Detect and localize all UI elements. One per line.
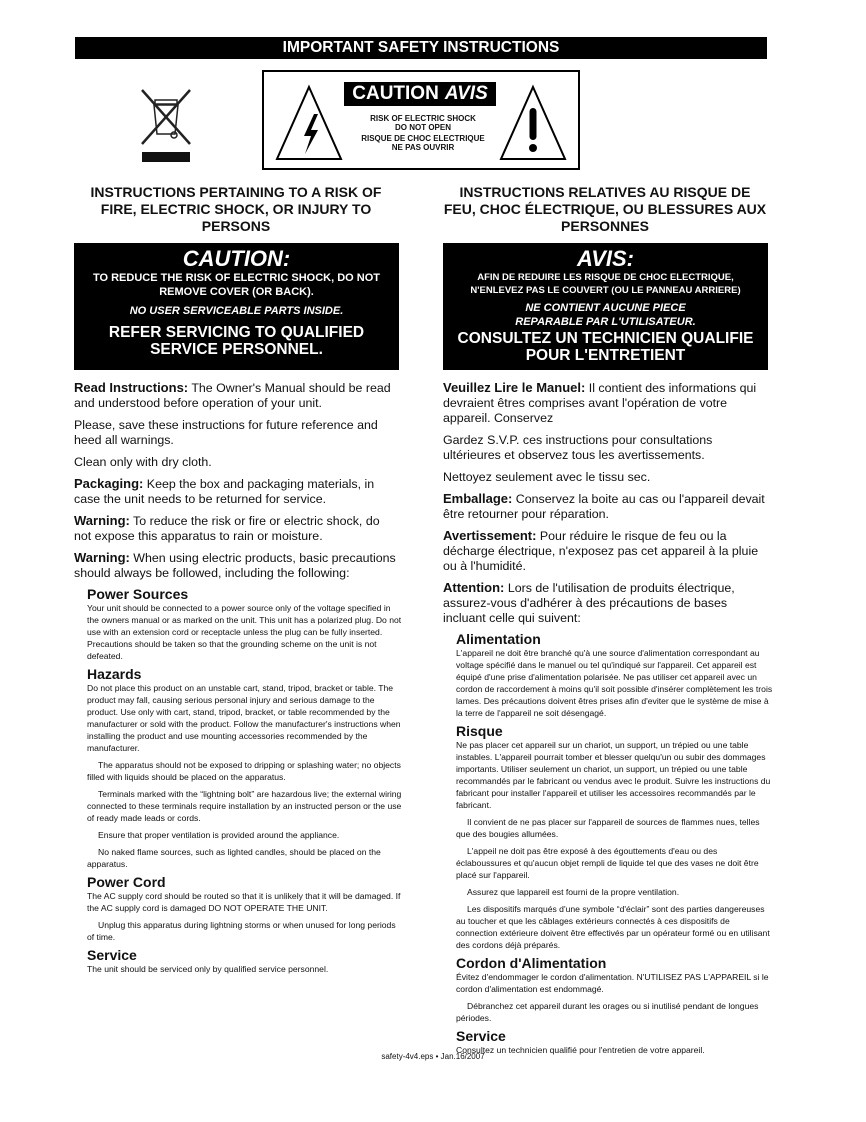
- section-paragraph: Ensure that proper ventilation is provided around the appliance.: [98, 830, 340, 840]
- body-paragraph: [443, 432, 769, 463]
- caution-line: TO REDUCE THE RISK OF ELECTRIC SHOCK, DO NOT REMOVE COVER (OR BACK).: [92, 272, 381, 298]
- avis-line: CONSULTEZ UN TECHNICIEN QUALIFIE POUR L'ENTRETIENT: [457, 330, 754, 364]
- page-title-bar: IMPORTANT SAFETY INSTRUCTIONS: [75, 37, 767, 59]
- paragraph-label: Emballage:: [443, 491, 513, 506]
- section-paragraph: Débranchez cet appareil durant les orages ou si inutilisé pendant de longues périodes.: [456, 1001, 759, 1023]
- exclamation-warning-icon: [498, 84, 568, 162]
- footer-code: safety-4v4.eps • Jan.16/2007: [381, 1052, 485, 1061]
- section-paragraph: Consultez un technicien qualifié pour l'entretien de votre appareil.: [456, 1045, 705, 1055]
- body-paragraph: [74, 513, 400, 544]
- section-paragraph: Les dispositifs marqués d'une symbole “d'éclair” sont des parties dangereuses au toucher et que les câblages extérieurs connectés à ces dispositifs de connection extérieure doivent être effectivés par un opérateur formé ou en utilisant des cordons déjà préparés.: [456, 904, 770, 950]
- section-paragraph: Il convient de ne pas placer sur l'appareil de sources de flammes nues, telles que des bougies allumées.: [456, 817, 760, 839]
- paragraph-label: Warning:: [74, 550, 130, 565]
- subsections: [87, 587, 404, 975]
- paragraph-label: Packaging:: [74, 476, 144, 491]
- shock-warning-label: [262, 70, 580, 170]
- caution-box-en: [74, 243, 399, 370]
- body-paragraph: [74, 380, 400, 411]
- section-paragraph: The AC supply cord should be routed so that it is unlikely that it will be damaged. If the AC supply cord is damaged DO NOT OPERATE THE UNIT.: [87, 891, 401, 913]
- english-column: [74, 380, 400, 980]
- section-title: Risque: [456, 723, 503, 739]
- body-paragraph: [74, 476, 400, 507]
- body-paragraph: [443, 469, 769, 485]
- caution-title: CAUTION:: [182, 246, 291, 271]
- section-paragraph: Évitez d'endommager le cordon d'alimentation. N'UTILISEZ PAS L'APPAREIL si le cordon d'alimentation est endommagé.: [456, 972, 769, 994]
- section-paragraph: Assurez que lappareil est fourni de la propre ventilation.: [467, 887, 680, 897]
- section-paragraph: Your unit should be connected to a power source only of the voltage specified in the owners manual or as marked on the unit. This unit has a polarized plug. Do not use with an extension cord or receptacle unless the plug can be fully inserted. Precautions should be taken so that the grounding scheme on the unit is not defeated.: [87, 603, 402, 661]
- section-title: Hazards: [87, 666, 142, 682]
- warning-line: RISQUE DE CHOC ELECTRIQUE: [361, 134, 485, 143]
- paragraph-label: Warning:: [74, 513, 130, 528]
- section-paragraph: L'appeil ne doit pas être exposé à des égouttements d'eau ou des éclaboussures et qu'aucun objet rempli de liquide tel que des vases ne doit être placé sur l'appareil.: [456, 846, 759, 880]
- warning-text-en: [324, 114, 522, 132]
- paragraph-text: Please, save these instructions for future reference and heed all warnings.: [74, 418, 378, 447]
- french-heading: INSTRUCTIONS RELATIVES AU RISQUE DE FEU, CHOC ÉLECTRIQUE, OU BLESSURES AUX PERSONNES: [443, 184, 767, 234]
- avis-text: AVIS: [444, 83, 488, 104]
- section-paragraph: Unplug this apparatus during lightning storms or when unused for long periods of time.: [87, 920, 396, 942]
- paragraph-text: Il contient des informations qui devraient êtres comprises avant l'opération de votre appareil. Conservez: [443, 381, 757, 425]
- paragraph-text: Nettoyez seulement avec le tissu sec.: [443, 470, 651, 484]
- subsections: [456, 632, 773, 1056]
- paragraph-label: Attention:: [443, 580, 505, 595]
- paragraph-text: Conservez la boite au cas ou l'appareil devait être retourner pour réparation.: [443, 492, 765, 521]
- section-paragraph: The unit should be serviced only by qualified service personnel.: [87, 964, 329, 974]
- section-paragraph: No naked flame sources, such as lighted candles, should be placed on the apparatus.: [87, 847, 381, 869]
- section-paragraph: L'appareil ne doit être branché qu'à une source d'alimentation correspondant au voltage spécifié dans le manuel ou tel qu'indiqué sur l'appareil. Cet appareil est équipé d'une prise d'alimentation polarisée. Ne pas utiliser cet appareil avec un cordon de raccordement à moins qu'il soit possible d'insérer complètement les trois lames. Des précautions doivent êtres prises afin d'eviter que le système de mise à la terre de l'appareil ne soit désengagé.: [456, 648, 773, 718]
- section-paragraph: Do not place this product on an unstable cart, stand, tripod, bracket or table. The product may fall, causing serious personal injury and serious damage to the product. Use only with cart, stand, tripod, bracket, or table recommended by the manufacturer or sold with the product. Follow the manufacturer's instructions when installing the product and use mounting accessories recommended by the manufacturer.: [87, 683, 401, 753]
- paragraph-label: Veuillez Lire le Manuel:: [443, 380, 586, 395]
- paragraph-text: When using electric products, basic precautions should always be followed, including the following:: [74, 551, 396, 580]
- paragraph-label: Avertissement:: [443, 528, 537, 543]
- warning-line: DO NOT OPEN: [394, 123, 451, 132]
- paragraph-text: Pour réduire le risque de feu ou la décharge électrique, n'exposez pas cet appareil à la pluie ou à l'humidité.: [443, 529, 759, 573]
- caution-box-fr: [443, 243, 768, 370]
- body-paragraph: [74, 417, 400, 448]
- section-title: Service: [456, 1028, 506, 1044]
- paragraph-label: Read Instructions:: [74, 380, 189, 395]
- paragraph-text: Keep the box and packaging materials, in case the unit needs to be returned for service.: [74, 477, 375, 506]
- body-paragraph: [74, 550, 400, 581]
- section-title: Alimentation: [456, 631, 541, 647]
- avis-line: NE CONTIENT AUCUNE PIECE REPARABLE PAR L'UTILISATEUR.: [515, 302, 696, 328]
- body-paragraph: [443, 528, 769, 574]
- section-paragraph: The apparatus should not be exposed to dripping or splashing water; no objects filled with liquids should be placed on the apparatus.: [87, 760, 401, 782]
- avis-title: AVIS:: [576, 246, 635, 271]
- caution-line: REFER SERVICING TO QUALIFIED SERVICE PERSONNEL.: [108, 324, 365, 358]
- avis-line: AFIN DE REDUIRE LES RISQUE DE CHOC ELECTRIQUE, N'ENLEVEZ PAS LE COUVERT (OU LE PANNEAU ARRIERE): [470, 272, 741, 296]
- warning-line: RISK OF ELECTRIC SHOCK: [370, 114, 476, 123]
- section-title: Power Sources: [87, 586, 189, 602]
- body-paragraph: [74, 454, 400, 470]
- weee-crossed-bin-icon: [140, 88, 192, 166]
- paragraph-text: To reduce the risk or fire or electric shock, do not expose this apparatus to rain or moisture.: [74, 514, 380, 543]
- section-paragraph: Terminals marked with the “lightning bolt” are hazardous live; the external wiring connected to these terminals require installation by an instructed person or the use of ready made leads or cords.: [87, 789, 402, 823]
- body-paragraph: [443, 580, 769, 626]
- section-title: Power Cord: [87, 874, 166, 890]
- body-paragraph: [443, 491, 769, 522]
- section-paragraph: Ne pas placer cet appareil sur un chariot, un support, un trépied ou une table instables. L'appareil pourrait tomber et blesser quelqu'un ou subir des dommages importants. Utiliser seulement un chariot, un support, un trépied ou une table recommandés par le fabricant ou vendus avec le produit. Suivre les instructions du fabricant pour installer l'appareil et utiliser les accessoires recommandés par le fabricant.: [456, 740, 771, 810]
- paragraph-text: Clean only with dry cloth.: [74, 455, 212, 469]
- english-heading: INSTRUCTIONS PERTAINING TO A RISK OF FIRE, ELECTRIC SHOCK, OR INJURY TO PERSONS: [90, 184, 382, 234]
- warning-line: NE PAS OUVRIR: [391, 143, 455, 152]
- french-column: [443, 380, 773, 1061]
- paragraph-text: Gardez S.V.P. ces instructions pour consultations ultérieures et observez tous les avertissements.: [443, 433, 713, 462]
- section-title: Service: [87, 947, 137, 963]
- caution-line: NO USER SERVICEABLE PARTS INSIDE.: [129, 305, 344, 317]
- caution-text: CAUTION: [352, 83, 439, 104]
- body-paragraph: [443, 380, 769, 426]
- caution-avis-label: [344, 82, 496, 106]
- paragraph-text: Lors de l'utilisation de produits électrique, assurez-vous d'adhérer à des précautions de bases incluant celle qui suivent:: [443, 581, 735, 625]
- warning-text-fr: [324, 134, 522, 152]
- paragraph-text: The Owner's Manual should be read and understood before operation of your unit.: [74, 381, 391, 410]
- section-title: Cordon d'Alimentation: [456, 955, 607, 971]
